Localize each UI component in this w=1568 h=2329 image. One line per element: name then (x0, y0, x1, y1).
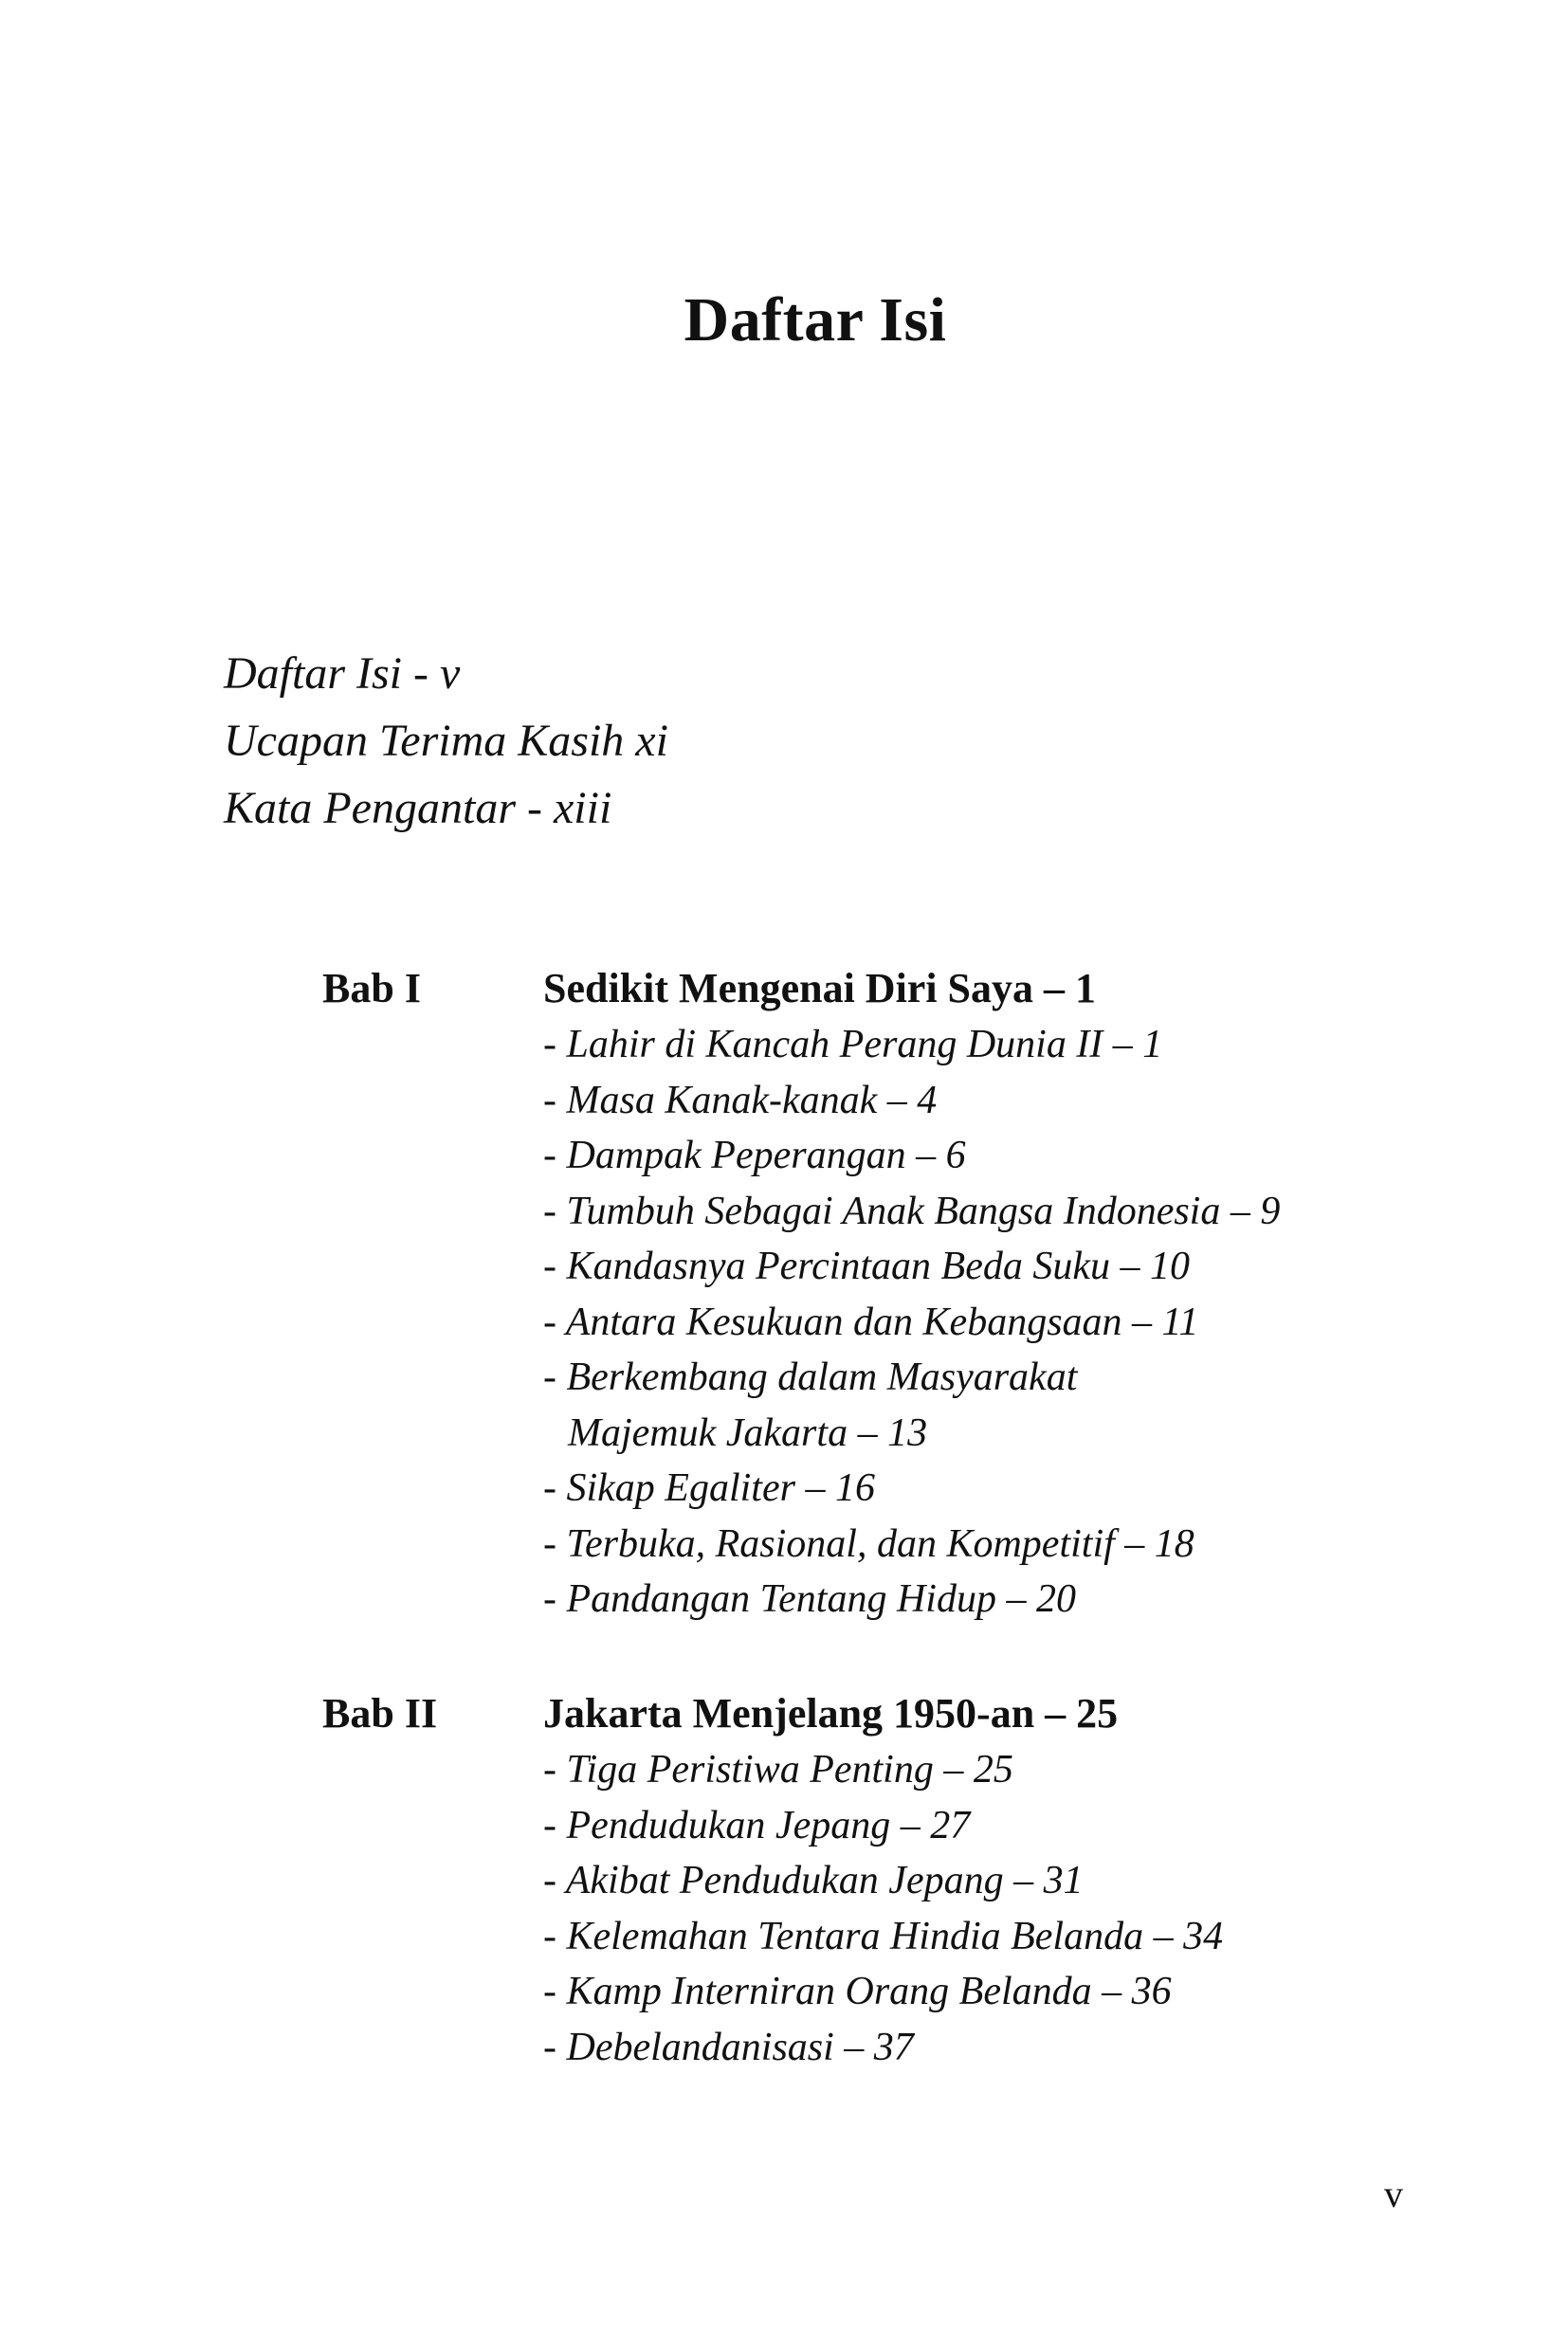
section-item: - Masa Kanak-kanak – 4 (543, 1078, 938, 1122)
chapter-body (543, 1685, 1223, 2075)
chapter-number: Bab I (322, 965, 421, 1011)
section-item: - Antara Kesukuan dan Kebangsaan – 11 (543, 1300, 1199, 1344)
section-item: - Debelandanisasi – 37 (543, 2025, 914, 2069)
section-item: - Lahir di Kancah Perang Dunia II – 1 (543, 1023, 1163, 1066)
front-matter-list (224, 640, 668, 842)
section-item: - Sikap Egaliter – 16 (543, 1466, 875, 1510)
section-item: - Tiga Peristiwa Penting – 25 (543, 1748, 1013, 1792)
section-item: - Kelemahan Tentara Hindia Belanda – 34 (543, 1914, 1224, 1958)
section-item: - Pendudukan Jepang – 27 (543, 1803, 971, 1847)
section-list (543, 1742, 1223, 2075)
front-matter-item: Ucapan Terima Kasih xi (224, 716, 668, 766)
section-item: - Tumbuh Sebagai Anak Bangsa Indonesia – 9 (543, 1189, 1281, 1233)
section-item (543, 1350, 1280, 1461)
front-matter-item: Kata Pengantar - xiii (224, 783, 612, 833)
section-item: - Kandasnya Percintaan Beda Suku – 10 (543, 1245, 1190, 1288)
section-item: - Akibat Pendudukan Jepang – 31 (543, 1859, 1084, 1902)
section-item-line: - Berkembang dalam Masyarakat (543, 1356, 1078, 1399)
page-number: v (1384, 2173, 1403, 2215)
front-matter-item: Daftar Isi - v (224, 648, 461, 699)
chapter-number: Bab II (322, 1690, 438, 1737)
section-list (543, 1017, 1280, 1628)
section-item: - Terbuka, Rasional, dan Kompetitif – 18 (543, 1521, 1194, 1566)
chapter-title: Sedikit Mengenai Diri Saya – 1 (543, 965, 1097, 1011)
page-title: Daftar Isi (684, 285, 947, 355)
section-item: - Kamp Interniran Orang Belanda – 36 (543, 1970, 1172, 2013)
section-item: - Dampak Peperangan – 6 (543, 1134, 966, 1177)
section-item: - Pandangan Tentang Hidup – 20 (543, 1577, 1076, 1621)
chapter-body (543, 960, 1280, 1628)
section-item-continuation: Majemuk Jakarta – 13 (568, 1410, 928, 1455)
chapter-title: Jakarta Menjelang 1950-an – 25 (543, 1690, 1119, 1737)
